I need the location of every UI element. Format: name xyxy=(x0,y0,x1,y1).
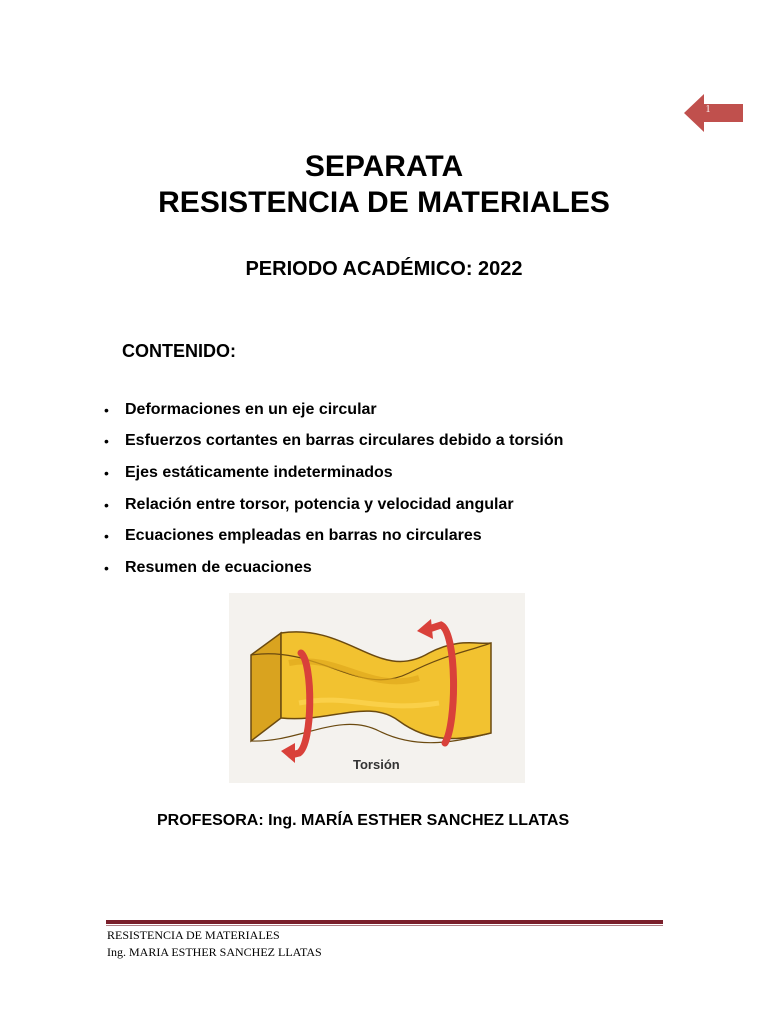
torsion-illustration xyxy=(229,593,525,783)
list-item xyxy=(104,489,563,521)
topic-label: Ejes estáticamente indeterminados xyxy=(125,463,393,481)
list-item xyxy=(104,394,563,426)
bullet-icon: • xyxy=(104,433,109,450)
list-item xyxy=(104,426,563,458)
document-title: SEPARATA xyxy=(304,150,464,183)
topic-label: Deformaciones en un eje circular xyxy=(125,400,377,418)
bullet-icon: • xyxy=(104,559,109,576)
professor-name: PROFESORA: Ing. MARÍA ESTHER SANCHEZ LLATAS xyxy=(157,812,570,829)
bullet-icon: • xyxy=(104,528,109,545)
page-number-arrow-icon xyxy=(684,92,744,134)
bullet-icon: • xyxy=(104,401,109,418)
contents-heading: CONTENIDO: xyxy=(122,341,236,361)
topic-label: Resumen de ecuaciones xyxy=(125,558,312,576)
bullet-icon: • xyxy=(104,496,109,513)
list-item xyxy=(104,520,563,552)
topic-label: Relación entre torsor, potencia y velocidad angular xyxy=(125,495,514,513)
footer-author: Ing. MARIA ESTHER SANCHEZ LLATAS xyxy=(107,945,322,959)
page-number: 1 xyxy=(705,104,711,115)
document-subtitle: RESISTENCIA DE MATERIALES xyxy=(158,186,610,219)
academic-period: PERIODO ACADÉMICO: 2022 xyxy=(245,258,523,280)
topic-label: Ecuaciones empleadas en barras no circulares xyxy=(125,527,482,545)
footer-course: RESISTENCIA DE MATERIALES xyxy=(107,928,280,942)
bullet-icon: • xyxy=(104,464,109,481)
footer-divider-thin xyxy=(106,925,663,926)
list-item xyxy=(104,552,563,584)
list-item xyxy=(104,457,563,489)
topics-list xyxy=(104,394,563,584)
footer-divider xyxy=(106,920,663,924)
topic-label: Esfuerzos cortantes en barras circulares debido a torsión xyxy=(125,432,564,450)
figure-caption: Torsión xyxy=(353,757,400,772)
